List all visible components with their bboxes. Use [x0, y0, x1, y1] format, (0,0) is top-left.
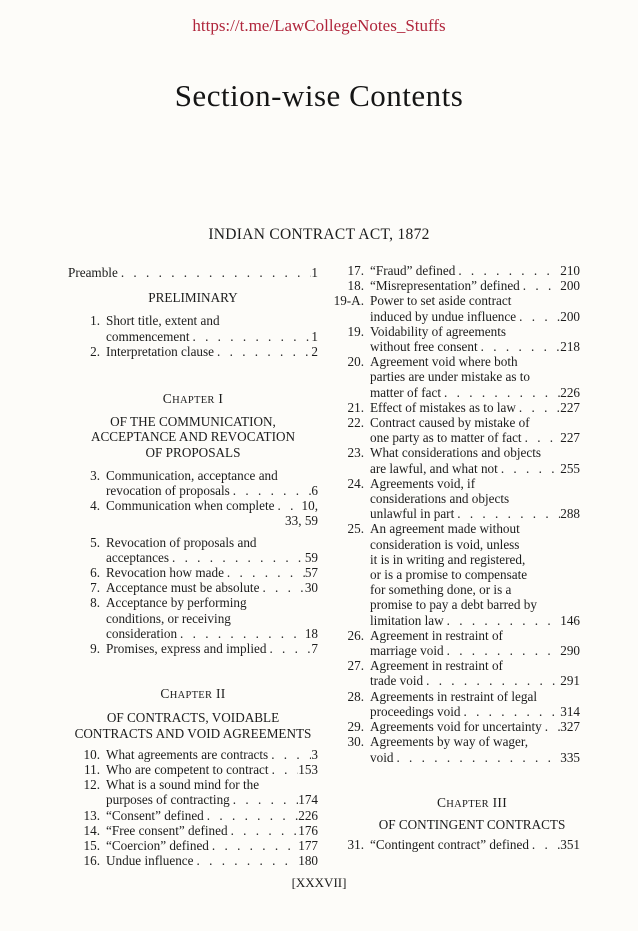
page-number: 18 — [304, 625, 318, 641]
page-number: 210 — [560, 263, 580, 278]
entry-title: Promises, express and implied — [106, 641, 267, 657]
toc-entry-18[interactable] — [330, 278, 580, 293]
entry-title: Who are competent to contract — [106, 762, 269, 778]
page-number: 227 — [560, 399, 580, 415]
toc-entry-17[interactable] — [330, 263, 580, 278]
page-number: 174 — [298, 792, 318, 808]
entry-title: Acceptance must be absolute — [106, 580, 260, 596]
toc-entry-29[interactable] — [330, 719, 580, 734]
section-number: 18. — [347, 278, 364, 294]
page-number: 59 — [304, 549, 318, 565]
section-number: 22. — [347, 415, 364, 431]
toc-entry-13[interactable] — [68, 808, 318, 823]
leader-dots — [204, 808, 298, 823]
entry-title: Voidability of agreements — [370, 323, 506, 339]
section-number: 23. — [347, 445, 364, 461]
page-number: 176 — [298, 822, 318, 838]
section-number: 9. — [90, 641, 100, 657]
entry-title-cont: commencement — [106, 328, 190, 344]
entry-title-cont: considerations and objects — [370, 491, 510, 507]
section-number: 8. — [90, 595, 100, 611]
leader-dots — [478, 339, 561, 354]
section-number: 31. — [347, 837, 364, 853]
chapter-1-heading: OF THE COMMUNICATION, ACCEPTANCE AND REVOCATION OF PROPOSALS — [90, 414, 296, 460]
page-number: 1 — [311, 328, 318, 344]
leader-dots — [177, 626, 305, 641]
toc-entry-5[interactable] — [68, 535, 318, 565]
page-number: 146 — [560, 612, 580, 628]
toc-entry-8[interactable] — [68, 595, 318, 641]
toc-entry-19[interactable] — [330, 324, 580, 354]
toc-entry-15[interactable] — [68, 838, 318, 853]
entry-title-cont: for something done, or is a — [370, 582, 512, 598]
toc-entry-28[interactable] — [330, 689, 580, 719]
act-title: INDIAN CONTRACT ACT, 1872 — [208, 226, 430, 243]
leader-dots — [169, 550, 305, 565]
leader-dots — [393, 750, 560, 765]
entry-title: “Fraud” defined — [370, 263, 456, 278]
chapter-3-heading: OF CONTINGENT CONTRACTS — [378, 816, 566, 832]
section-number: 4. — [90, 498, 100, 514]
toc-entry-22[interactable] — [330, 415, 580, 445]
toc-entry-preamble[interactable] — [68, 265, 318, 280]
leader-dots — [269, 762, 299, 777]
toc-entry-14[interactable] — [68, 823, 318, 838]
section-number: 29. — [347, 719, 364, 735]
section-heading-preliminary: PRELIMINARY — [148, 290, 238, 306]
page-number: 226 — [560, 384, 580, 400]
page-number: 314 — [560, 703, 580, 719]
entry-title: Interpretation clause — [106, 343, 215, 359]
entry-title-cont: or is a promise to compensate — [370, 567, 528, 583]
section-number: 2. — [90, 343, 100, 359]
leader-dots — [498, 461, 560, 476]
entry-title-cont: promise to pay a debt barred by — [370, 597, 537, 613]
entry-title-cont: conditions, or receiving — [106, 610, 231, 626]
section-number: 12. — [83, 777, 100, 793]
page-number: 226 — [298, 807, 318, 823]
entry-title: Acceptance by performing — [106, 595, 247, 611]
entry-title-cont: without free consent — [370, 339, 478, 355]
leader-dots — [118, 265, 312, 280]
toc-entry-7[interactable] — [68, 580, 318, 595]
page-number: 180 — [298, 853, 318, 869]
page-number: 335 — [560, 749, 580, 765]
page-number: 351 — [560, 837, 580, 853]
entry-title: What considerations and objects — [370, 445, 542, 461]
page-number: 327 — [560, 719, 580, 735]
section-number: 25. — [347, 521, 364, 537]
toc-entry-3[interactable] — [68, 468, 318, 498]
entry-title-cont: parties are under mistake as to — [370, 369, 531, 385]
entry-title: “Contingent contract” defined — [370, 837, 529, 853]
section-number: 24. — [347, 475, 364, 491]
section-number: 16. — [83, 853, 100, 869]
entry-title: Contract caused by mistake of — [370, 415, 530, 431]
page-number: 57 — [304, 565, 318, 581]
chapter-3-label: CHAPTER III — [436, 794, 507, 810]
right-column — [330, 263, 580, 852]
leader-dots — [268, 747, 311, 762]
leader-dots — [460, 704, 560, 719]
leader-dots — [522, 430, 561, 445]
page-number: 200 — [560, 278, 580, 294]
entry-title: Communication when complete — [106, 498, 275, 514]
entry-title: Agreement in restraint of — [370, 658, 503, 674]
leader-dots — [441, 385, 560, 400]
leader-dots — [444, 643, 561, 658]
section-number: 19. — [347, 323, 364, 339]
section-number: 1. — [90, 313, 100, 329]
toc-entry-9[interactable] — [68, 641, 318, 656]
section-number: 13. — [83, 807, 100, 823]
toc-entry-20[interactable] — [330, 354, 580, 400]
leader-dots — [516, 400, 560, 415]
toc-entry-12[interactable] — [68, 777, 318, 807]
entry-title: Short title, extent and — [106, 313, 220, 329]
entry-title-cont: unlawful in part — [370, 506, 455, 522]
page-number: 200 — [560, 308, 580, 324]
section-number: 19-A. — [333, 293, 364, 309]
entry-title: Undue influence — [106, 853, 194, 869]
leader-dots — [209, 838, 298, 853]
section-number: 3. — [90, 467, 100, 483]
entry-title-cont: consideration — [106, 625, 178, 641]
page-number: 177 — [298, 838, 318, 854]
section-number: 10. — [83, 746, 100, 762]
page-title: Section-wise Contents — [174, 78, 464, 113]
entry-title: Preamble — [68, 265, 118, 280]
entry-title-cont: matter of fact — [370, 384, 442, 400]
leader-dots — [259, 580, 304, 595]
page-number: 290 — [560, 643, 580, 659]
toc-entry-23[interactable] — [330, 445, 580, 475]
section-number: 5. — [90, 534, 100, 550]
entry-title: “Free consent” defined — [106, 822, 228, 838]
entry-title-cont: revocation of proposals — [106, 483, 230, 499]
toc-entry-24[interactable] — [330, 476, 580, 522]
toc-entry-27[interactable] — [330, 658, 580, 688]
section-number: 11. — [84, 762, 100, 778]
toc-entry-6[interactable] — [68, 565, 318, 580]
left-column — [68, 265, 318, 869]
entry-title: Communication, acceptance and — [106, 467, 278, 483]
entry-title-cont: acceptances — [106, 549, 169, 565]
page-number: 218 — [560, 339, 580, 355]
section-number: 7. — [90, 580, 100, 596]
page-number-cont: 33, 59 — [285, 513, 318, 529]
entry-title: “Consent” defined — [106, 807, 204, 823]
section-number: 27. — [347, 658, 364, 674]
entry-title-cont: induced by undue influence — [370, 308, 517, 324]
entry-title: Agreements by way of wager, — [370, 734, 529, 750]
page-number: 288 — [560, 506, 580, 522]
leader-dots — [230, 483, 312, 498]
entry-title-cont: trade void — [370, 673, 424, 689]
leader-dots — [423, 673, 560, 688]
toc-entry-16[interactable] — [68, 853, 318, 868]
entry-title: Agreement in restraint of — [370, 627, 503, 643]
leader-dots — [520, 278, 560, 293]
entry-title: What is a sound mind for the — [106, 777, 260, 793]
section-number: 28. — [347, 688, 364, 704]
page-number: 255 — [560, 460, 580, 476]
page-footer-number: [XXXVII] — [291, 875, 347, 890]
leader-dots — [444, 613, 561, 628]
toc-entry-1[interactable] — [68, 313, 318, 343]
entry-title: Agreements void for uncertainty — [370, 719, 542, 735]
entry-title: Agreement void where both — [370, 354, 518, 370]
toc-entry-4[interactable] — [68, 498, 318, 528]
toc-entry-25[interactable] — [330, 521, 580, 627]
toc-entry-2[interactable] — [68, 344, 318, 359]
section-number: 21. — [347, 399, 364, 415]
leader-dots — [189, 329, 311, 344]
leader-dots — [214, 344, 311, 359]
entry-title: Revocation of proposals and — [106, 534, 257, 550]
page-number: 6 — [311, 483, 318, 499]
leader-dots — [516, 309, 560, 324]
leader-dots — [194, 853, 299, 868]
section-number: 30. — [347, 734, 364, 750]
page-number: 10, — [301, 498, 318, 514]
leader-dots — [224, 565, 305, 580]
section-number: 15. — [83, 838, 100, 854]
entry-title: What agreements are contracts — [106, 746, 269, 762]
entry-title-cont: limitation law — [370, 612, 444, 628]
leader-dots — [266, 641, 311, 656]
entry-title-cont: it is in writing and registered, — [370, 551, 526, 567]
entry-title: Effect of mistakes as to law — [370, 399, 516, 415]
section-number: 14. — [83, 822, 100, 838]
leader-dots — [455, 263, 560, 278]
page-number: 227 — [560, 430, 580, 446]
page-number: 3 — [311, 746, 318, 762]
entry-title-cont: marriage void — [370, 643, 444, 659]
toc-entry-10[interactable] — [68, 747, 318, 762]
page-number: 7 — [311, 641, 318, 657]
toc-entry-19a[interactable] — [330, 293, 580, 323]
page-number: 291 — [560, 673, 580, 689]
chapter-2-heading: OF CONTRACTS, VOIDABLE CONTRACTS AND VOID AGREEMENTS — [74, 710, 312, 741]
entry-title: An agreement made without — [370, 521, 520, 537]
entry-title: “Coercion” defined — [106, 838, 209, 854]
entry-title: Agreements in restraint of legal — [370, 688, 537, 704]
entry-title-cont: purposes of contracting — [106, 792, 230, 808]
leader-dots — [542, 719, 560, 734]
entry-title-cont: void — [370, 749, 394, 765]
telegram-link[interactable]: https://t.me/LawCollegeNotes_Stuffs — [192, 16, 446, 35]
toc-entry-26[interactable] — [330, 628, 580, 658]
page-number: 1 — [311, 265, 318, 280]
page-number: 153 — [298, 762, 318, 778]
entry-title-cont: consideration is void, unless — [370, 536, 520, 552]
leader-dots — [529, 837, 560, 852]
section-number: 26. — [347, 627, 364, 643]
page-number: 2 — [311, 343, 318, 359]
leader-dots — [274, 498, 301, 513]
section-number: 17. — [347, 263, 364, 278]
leader-dots — [230, 792, 298, 807]
toc-entry-31[interactable] — [330, 837, 580, 852]
toc-entry-30[interactable] — [330, 734, 580, 764]
entry-title: Revocation how made — [106, 565, 224, 581]
section-number: 20. — [347, 354, 364, 370]
chapter-1-label: CHAPTER I — [162, 391, 224, 407]
entry-title: Power to set aside contract — [370, 293, 512, 309]
entry-title-cont: one party as to matter of fact — [370, 430, 522, 446]
toc-entry-21[interactable] — [330, 400, 580, 415]
section-number: 6. — [90, 565, 100, 581]
chapter-2-label: CHAPTER II — [160, 686, 226, 702]
leader-dots — [454, 506, 560, 521]
entry-title-cont: proceedings void — [370, 703, 461, 719]
leader-dots — [228, 823, 299, 838]
toc-entry-11[interactable] — [68, 762, 318, 777]
entry-title-cont: are lawful, and what not — [370, 460, 498, 476]
entry-title: Agreements void, if — [370, 475, 476, 491]
entry-title: “Misrepresentation” defined — [370, 278, 520, 294]
page-number: 30 — [304, 580, 318, 596]
